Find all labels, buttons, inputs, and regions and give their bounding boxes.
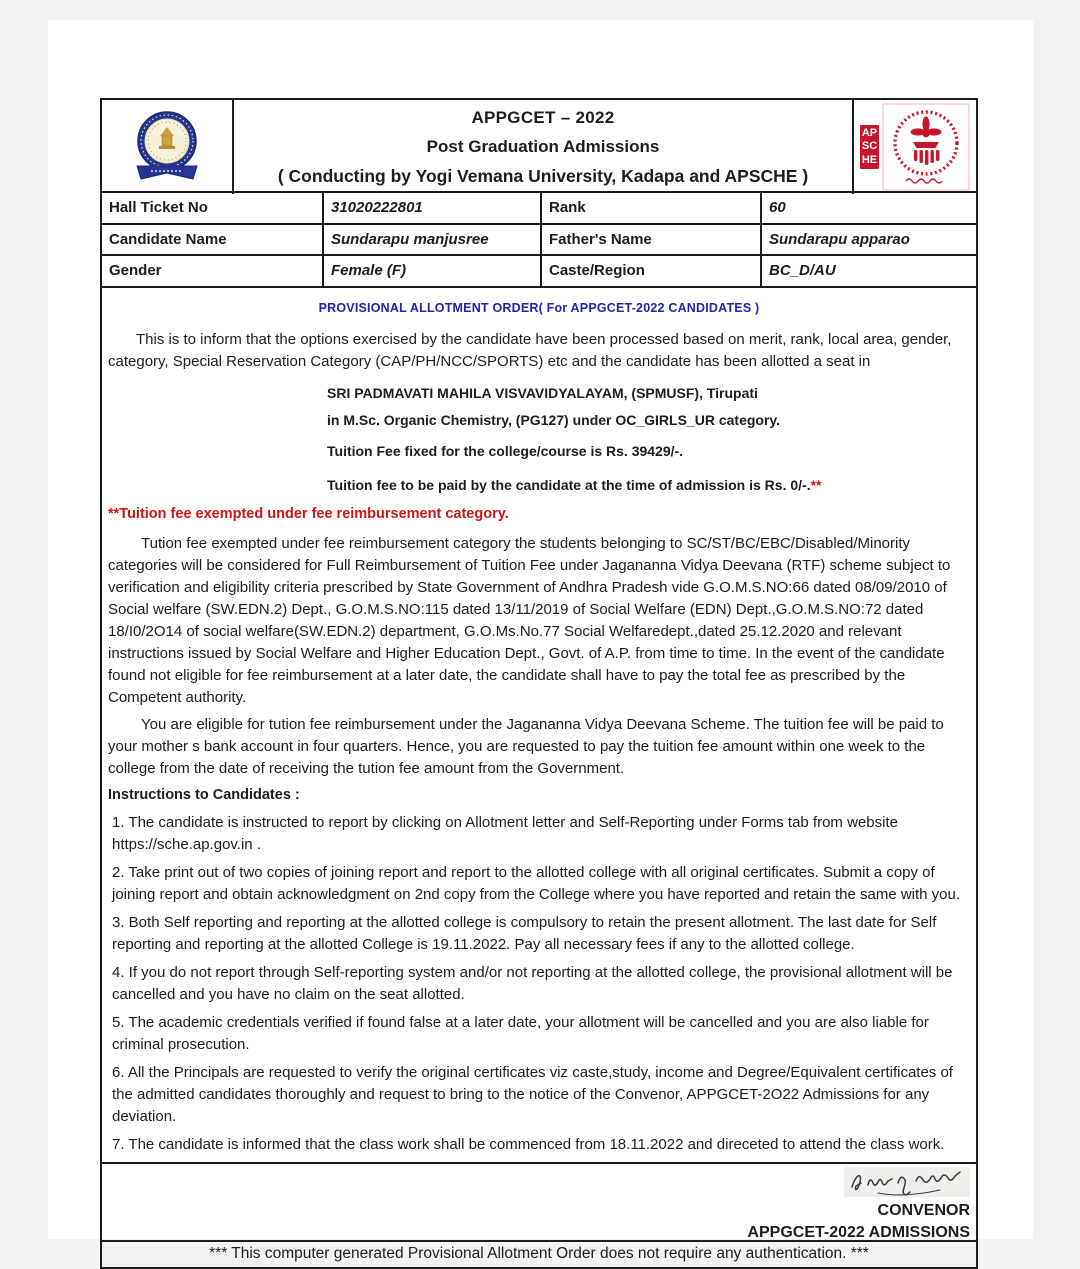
- convenor-signature-icon: [844, 1165, 972, 1203]
- instruction-item-2: 2. Take print out of two copies of joining report and report to the allotted college with all original certificates. Submit a copy of joining report and obtain acknowledgment on 2nd copy from the College where you have reported and retain the same with you.: [112, 863, 961, 903]
- candidate-info-table: [100, 191, 978, 286]
- candidate-name-value: Sundarapu manjusree: [322, 223, 540, 255]
- apsche-emblem-icon: [882, 103, 970, 191]
- conducting-body-line: ( Conducting by Yogi Vemana University, Kadapa and APSCHE ): [277, 165, 809, 186]
- caste-region-value: BC_D/AU: [760, 254, 976, 286]
- instruction-item-4: 4. If you do not report through Self-reporting system and/or not reporting at the allotted college, the provisional allotment will be cancelled and you have no claim on the seat allotted.: [112, 963, 953, 1003]
- university-seal-icon: [121, 106, 213, 188]
- hall-ticket-value: 31020222801: [322, 191, 540, 223]
- reimbursement-paragraph: Tution fee exempted under fee reimbursement category the students belonging to SC/ST/BC/EBC/Disabled/Minority categories will be considered for Full Reimbursement of Tuition Fee under Jagananna Vidya Deevana (RTF) scheme subject to verification and eligibility criteria prescribed by State Government of Andhra Pradesh vide G.O.M.S.NO:66 dated 08/09/2010 of Social welfare (SW.EDN.2) Dept., G.O.M.S.NO:115 dated 13/11/2019 of Social Welfare (EDN) Dept.,G.O.M.S.NO:72 dated 18/I0/2O14 of social welfare(SW.EDN.2) department, G.O.Ms.No.77 Social Welfaredept.,dated 25.12.2020 and relevant instructions issued by Social Welfare and Higher Education Dept., Govt. of A.P. from time to time. In the event of the candidate found not eligible for fee reimbursement at a later date, the candidate shall have to pay the total fee as prescribed by the Competent authority.: [108, 534, 951, 706]
- instructions-heading: Instructions to Candidates :: [108, 786, 300, 803]
- provisional-order-heading: PROVISIONAL ALLOTMENT ORDER( For APPGCET-2022 CANDIDATES ): [318, 300, 760, 315]
- instruction-item-1: 1. The candidate is instructed to report by clicking on Allotment letter and Self-Reporting under Forms tab from website https://sche.ap.gov.in .: [112, 813, 898, 853]
- fee-exemption-note: **Tuition fee exempted under fee reimbursement category.: [108, 505, 509, 522]
- instruction-item-7: 7. The candidate is informed that the class work shall be commenced from 18.11.2022 and direceted to attend the class work.: [112, 1135, 945, 1153]
- rank-value: 60: [760, 191, 976, 223]
- exam-subtitle: Post Graduation Admissions: [426, 136, 660, 156]
- tuition-fee-payable-line: [327, 474, 970, 496]
- apsche-logo-cell: [854, 100, 976, 194]
- candidate-name-label: Candidate Name: [102, 223, 322, 255]
- father-name-value: Sundarapu apparao: [760, 223, 976, 255]
- hall-ticket-label: Hall Ticket No: [102, 191, 322, 223]
- tuition-fee-payable-text: Tuition fee to be paid by the candidate at the time of admission is Rs. 0/-.: [327, 476, 811, 493]
- authentication-note: *** This computer generated Provisional Allotment Order does not require any authentication. ***: [209, 1245, 869, 1262]
- gender-value: Female (F): [322, 254, 540, 286]
- document-header: [100, 98, 978, 193]
- order-body: [100, 286, 978, 1162]
- gender-label: Gender: [102, 254, 322, 286]
- allotted-college-line: SRI PADMAVATI MAHILA VISVAVIDYALAYAM, (SPMUSF), Tirupati: [327, 384, 758, 401]
- document-page: [48, 20, 1033, 1262]
- rank-label: Rank: [540, 191, 760, 223]
- instruction-item-5: 5. The academic credentials verified if found false at a later date, your allotment will be cancelled and you are also liable for criminal prosecution.: [112, 1013, 929, 1053]
- admissions-title: APPGCET-2022 ADMISSIONS: [747, 1223, 970, 1241]
- intro-paragraph: This is to inform that the options exercised by the candidate have been processed based on merit, rank, local area, gender, category, Special Reservation Category (CAP/PH/NCC/SPORTS) etc and the candidate has been allotted a seat in: [108, 330, 952, 370]
- signature-section: [100, 1162, 978, 1242]
- eligibility-paragraph: You are eligible for tution fee reimbursement under the Jagananna Vidya Deevana Scheme. The tuition fee will be paid to your mother s bank account in four quarters. Hence, you are requested to pay the tuition fee amount within one week to the college from the date of receiving the tution fee amount from the Government.: [108, 715, 944, 777]
- allotment-order-document: [100, 98, 978, 1269]
- fee-exemption-marker: **: [810, 476, 822, 493]
- caste-region-label: Caste/Region: [540, 254, 760, 286]
- father-name-label: Father's Name: [540, 223, 760, 255]
- exam-title: APPGCET – 2022: [471, 107, 615, 127]
- instruction-item-6: 6. All the Principals are requested to verify the original certificates viz caste,study, income and Degree/Equivalent certificates of the admitted candidates thoroughly and request to bring to the notice of the Convenor, APPGCET-2O22 Admissions for any deviation.: [112, 1063, 953, 1125]
- document-title-block: [232, 100, 854, 194]
- convenor-title: CONVENOR: [877, 1201, 970, 1219]
- authentication-footer: [100, 1240, 978, 1269]
- allotted-course-line: in M.Sc. Organic Chemistry, (PG127) under OC_GIRLS_UR category.: [327, 411, 781, 428]
- tuition-fee-fixed-line: Tuition Fee fixed for the college/course is Rs. 39429/-.: [327, 442, 684, 459]
- instruction-item-3: 3. Both Self reporting and reporting at the allotted college is compulsory to retain the present allotment. The last date for Self reporting and reporting at the allotted College is 19.11.2022. Pay all necessary fees if any to the allotted college.: [112, 913, 937, 953]
- apsche-vertical-label: APSCHE: [860, 125, 879, 169]
- university-logo-cell: [102, 100, 232, 194]
- apsche-logo: [857, 100, 973, 194]
